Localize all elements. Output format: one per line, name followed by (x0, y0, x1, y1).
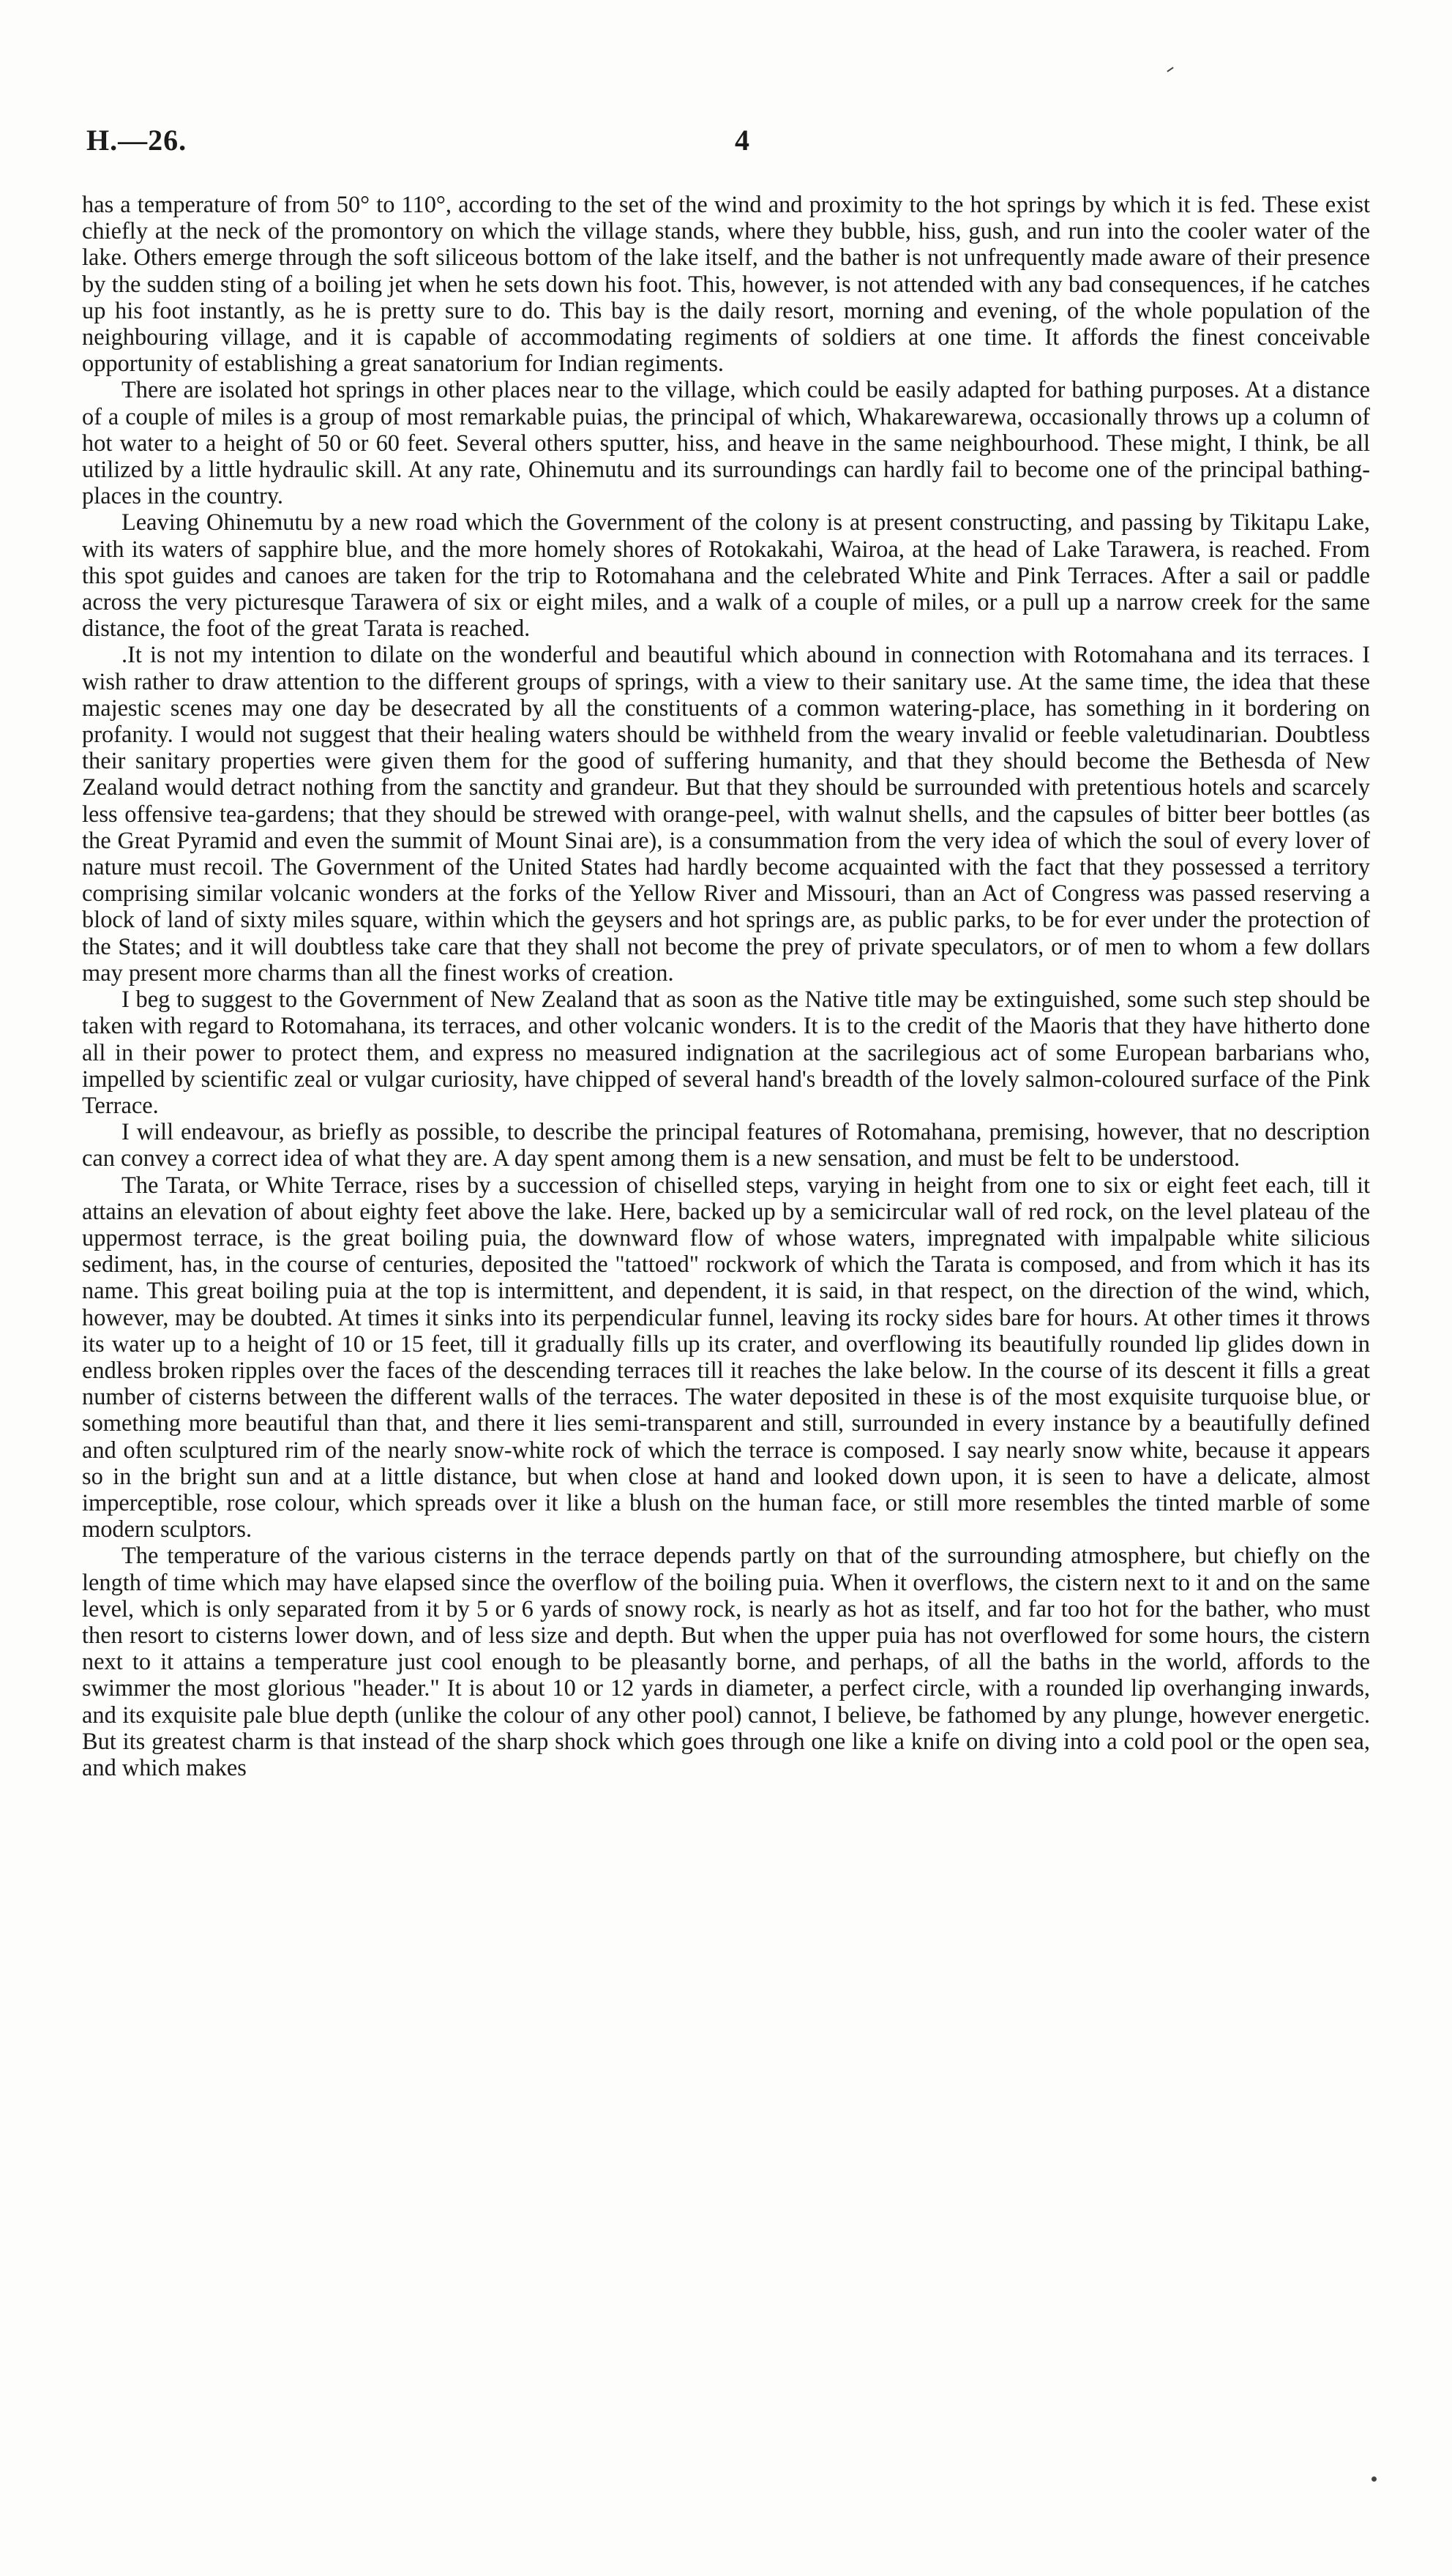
document-identifier: H.—26. (86, 124, 187, 157)
paragraph: .It is not my intention to dilate on the wonderful and beautiful which abound in connection with Rotomahana and its terraces. I wish rather to draw attention to the different groups of springs, with a view to their sanitary use. At the same time, the idea that these majestic scenes may one day be desecrated by all the constituents of a common watering-place, has something in it bordering on profanity. I would not suggest that their healing waters should be withheld from the weary invalid or feeble valetudinarian. Doubtless their sanitary properties were given them for the good of suffering humanity, and that they should become the Bethesda of New Zealand would detract nothing from the sanctity and grandeur. But that they should be surrounded with pretentious hotels and scarcely less offensive tea-gardens; that they should be strewed with orange-peel, with walnut shells, and the capsules of bitter beer bottles (as the Great Pyramid and even the summit of Mount Sinai are), is a consummation from the very idea of which the soul of every lover of nature must recoil. The Government of the United States had hardly become acquainted with the fact that they possessed a territory comprising similar volcanic wonders at the forks of the Yellow River and Missouri, than an Act of Congress was passed reserving a block of land of sixty miles square, within which the geysers and hot springs are, as public parks, to be for ever under the protection of the States; and it will doubtless take care that they shall not become the prey of private speculators, or of men to whom a few dollars may present more charms than all the finest works of creation. (82, 642, 1370, 986)
paragraph: There are isolated hot springs in other places near to the village, which could be easily adapted for bathing purposes. At a distance of a couple of miles is a group of most remarkable puias, the principal of which, Whakarewarewa, occasionally throws up a column of hot water to a height of 50 or 60 feet. Several others sputter, hiss, and heave in the same neighbourhood. These might, I think, be all utilized by a little hydraulic skill. At any rate, Ohinemutu and its surroundings can hardly fail to become one of the principal bathing-places in the country. (82, 377, 1370, 510)
scan-mark (1371, 2476, 1377, 2482)
body-text (82, 192, 1370, 1781)
paragraph: I will endeavour, as briefly as possible, to describe the principal features of Rotomahana, premising, however, that no description can convey a correct idea of what they are. A day spent among them is a new sensation, and must be felt to be understood. (82, 1119, 1370, 1172)
paragraph: Leaving Ohinemutu by a new road which the Government of the colony is at present constructing, and passing by Tikitapu Lake, with its waters of sapphire blue, and the more homely shores of Rotokakahi, Wairoa, at the head of Lake Tarawera, is reached. From this spot guides and canoes are taken for the trip to Rotomahana and the celebrated White and Pink Terraces. After a sail or paddle across the very picturesque Tarawera of six or eight miles, and a walk of a couple of miles, or a pull up a narrow creek for the same distance, the foot of the great Tarata is reached. (82, 509, 1370, 643)
paragraph: I beg to suggest to the Government of New Zealand that as soon as the Native title may be extinguished, some such step should be taken with regard to Rotomahana, its terraces, and other volcanic wonders. It is to the credit of the Maoris that they have hitherto done all in their power to protect them, and express no measured indignation at the sacrilegious act of some European barbarians who, impelled by scientific zeal or vulgar curiosity, have chipped of several hand's breadth of the lovely salmon-coloured surface of the Pink Terrace. (82, 986, 1370, 1119)
paragraph: The Tarata, or White Terrace, rises by a succession of chiselled steps, varying in height from one to six or eight feet each, till it attains an elevation of about eighty feet above the lake. Here, backed up by a semicircular wall of red rock, on the level plateau of the uppermost terrace, is the great boiling puia, the downward flow of whose waters, impregnated with impalpable white silicious sediment, has, in the course of centuries, deposited the "tattoed" rockwork of which the Tarata is composed, and from which it has its name. This great boiling puia at the top is intermittent, and dependent, it is said, in that respect, on the direction of the wind, which, however, may be doubted. At times it sinks into its perpendicular funnel, leaving its rocky sides bare for hours. At other times it throws its water up to a height of 10 or 15 feet, till it gradually fills up its crater, and overflowing its beautifully rounded lip glides down in endless broken ripples over the faces of the descending terraces till it reaches the lake below. In the course of its descent it fills a great number of cisterns between the different walls of the terraces. The water deposited in these is of the most exquisite turquoise blue, or something more beautiful than that, and there it lies semi-transparent and still, surrounded in every instance by a beautifully defined and often sculptured rim of the nearly snow-white rock of which the terrace is composed. I say nearly snow white, because it appears so in the bright sun and at a little distance, but when close at hand and looked down upon, it is seen to have a delicate, almost imperceptible, rose colour, which spreads over it like a blush on the human face, or still more resembles the tinted marble of some modern sculptors. (82, 1172, 1370, 1543)
scan-mark (1167, 67, 1173, 72)
paragraph: has a temperature of from 50° to 110°, according to the set of the wind and proximity to the hot springs by which it is fed. These exist chiefly at the neck of the promontory on which the village stands, where they bubble, hiss, gush, and run into the cooler water of the lake. Others emerge through the soft siliceous bottom of the lake itself, and the bather is not unfrequently made aware of their presence by the sudden sting of a boiling jet when he sets down his foot. This, however, is not attended with any bad consequences, if he catches up his foot instantly, as he is pretty sure to do. This bay is the daily resort, morning and evening, of the whole population of the neighbouring village, and it is capable of accommodating regiments of soldiers at one time. It affords the finest conceivable opportunity of establishing a great sanatorium for Indian regiments. (82, 192, 1370, 378)
page-number: 4 (735, 124, 749, 157)
page-header (86, 123, 1374, 167)
paragraph: The temperature of the various cisterns in the terrace depends partly on that of the surrounding atmosphere, but chiefly on the length of time which may have elapsed since the overflow of the boiling puia. When it overflows, the cistern next to it and on the same level, which is only separated from it by 5 or 6 yards of snowy rock, is nearly as hot as itself, and far too hot for the bather, who must then resort to cisterns lower down, and of less size and depth. But when the upper puia has not overflowed for some hours, the cistern next to it attains a temperature just cool enough to be pleasantly borne, and perhaps, of all the baths in the world, affords to the swimmer the most glorious "header." It is about 10 or 12 yards in diameter, a perfect circle, with a rounded lip overhanging inwards, and its exquisite pale blue depth (unlike the colour of any other pool) cannot, I believe, be fathomed by any plunge, however energetic. But its greatest charm is that instead of the sharp shock which goes through one like a knife on diving into a cold pool or the open sea, and which makes (82, 1543, 1370, 1781)
